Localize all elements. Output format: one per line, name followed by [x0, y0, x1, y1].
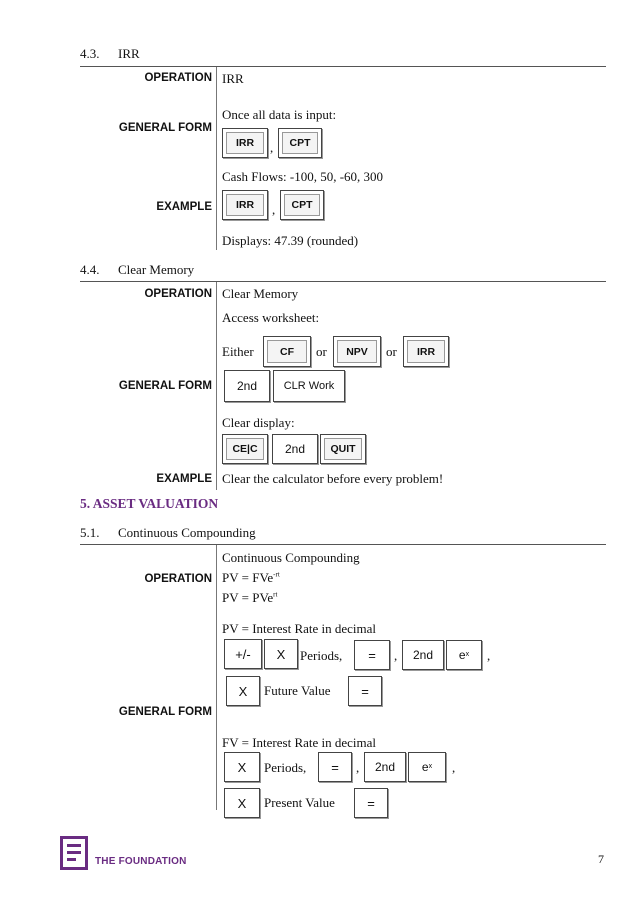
clear-example-text: Clear the calculator before every problem!: [222, 471, 444, 486]
equals-key-button-fv[interactable]: =: [348, 676, 382, 706]
asset-periods-2: Periods,: [264, 760, 307, 775]
asset-fv-text: FV = Interest Rate in decimal: [222, 735, 377, 750]
asset-pv-text: PV = Interest Rate in decimal: [222, 621, 377, 636]
asset-future-value: Future Value: [264, 683, 331, 698]
foundation-logo-icon: [60, 836, 88, 870]
asset-op-line3-exp: rt: [273, 590, 278, 599]
irr-example-irr-label: IRR: [226, 194, 264, 216]
clear-heading: Clear Memory: [118, 262, 195, 277]
asset-present-value: Present Value: [264, 795, 335, 810]
clear-top-rule: [80, 281, 606, 282]
irr-example-irr-key[interactable]: [222, 190, 268, 220]
clear-example-label: EXAMPLE: [156, 473, 212, 485]
clear-irr-key-button[interactable]: [403, 336, 449, 367]
ex-key-base: e: [458, 648, 466, 662]
clear-irr-key-label: IRR: [407, 340, 445, 363]
multiply-key-button-fv[interactable]: X: [226, 676, 260, 706]
irr-heading-number: 4.3.: [80, 46, 100, 61]
asset-op-line1: Continuous Compounding: [222, 550, 360, 565]
clear-access-text: Access worksheet:: [222, 310, 320, 325]
cf-key-button[interactable]: [263, 336, 311, 367]
quit-key-button[interactable]: [320, 434, 366, 464]
irr-comma: ,: [270, 140, 274, 155]
ex-key-button-2[interactable]: e x: [408, 752, 446, 782]
asset-top-rule: [80, 544, 606, 545]
asset-sub-number: 5.1.: [80, 525, 100, 540]
irr-general-text: Once all data is input:: [222, 107, 337, 122]
ex-key-2-base: e: [421, 760, 429, 774]
foundation-logo-text: THE FOUNDATION: [95, 856, 187, 867]
page-number: 7: [598, 852, 604, 866]
asset-periods-1: Periods,: [300, 648, 343, 663]
clear-either: Either: [222, 344, 254, 359]
multiply-key-button-2[interactable]: X: [224, 752, 260, 782]
clear-operation-value: Clear Memory: [222, 286, 299, 301]
asset-comma-4: ,: [452, 760, 456, 775]
quit-key-label: QUIT: [324, 438, 362, 460]
clear-or-2: or: [386, 344, 397, 359]
cec-key-button[interactable]: [222, 434, 268, 464]
asset-op-line3: [222, 590, 277, 606]
asset-operation-label: OPERATION: [144, 573, 212, 585]
irr-heading: IRR: [118, 46, 140, 61]
asset-comma-2: ,: [487, 648, 491, 663]
clear-heading-number: 4.4.: [80, 262, 100, 277]
irr-display-text: Displays: 47.39 (rounded): [222, 233, 359, 248]
multiply-key-button[interactable]: X: [264, 639, 298, 669]
asset-op-line2-exp: -rt: [273, 570, 280, 579]
clear-2nd-key-button[interactable]: 2nd: [224, 370, 270, 402]
clear-column-divider: [216, 282, 217, 490]
irr-example-text: Cash Flows: -100, 50, -60, 300: [222, 169, 384, 184]
asset-op-line2: [222, 570, 280, 586]
irr-example-cpt-key[interactable]: [280, 190, 324, 220]
npv-key-button[interactable]: [333, 336, 381, 367]
asset-2nd-key-button-2[interactable]: 2nd: [364, 752, 406, 782]
equals-key-button-pv[interactable]: =: [354, 788, 388, 818]
clr-work-key-button[interactable]: CLR Work: [273, 370, 345, 402]
irr-example-cpt-label: CPT: [284, 194, 320, 216]
asset-2nd-key-button[interactable]: 2nd: [402, 640, 444, 670]
irr-general-label: GENERAL FORM: [118, 122, 212, 134]
irr-example-comma: ,: [272, 202, 276, 217]
cec-key-label: CE|C: [226, 438, 264, 460]
cpt-key-button[interactable]: [278, 128, 322, 158]
plus-minus-key-button[interactable]: +/-: [224, 639, 262, 669]
ex-key-button[interactable]: e x: [446, 640, 482, 670]
cf-key-label: CF: [267, 340, 307, 363]
asset-comma-3: ,: [356, 760, 360, 775]
multiply-key-button-pv[interactable]: X: [224, 788, 260, 818]
clear-display-text: Clear display:: [222, 415, 295, 430]
asset-general-label: GENERAL FORM: [118, 706, 212, 718]
clear-general-label: GENERAL FORM: [118, 380, 212, 392]
irr-key-button[interactable]: [222, 128, 268, 158]
irr-key-label: IRR: [226, 132, 264, 154]
asset-op-line2-base: PV = FVe: [222, 570, 274, 585]
irr-operation-label: OPERATION: [144, 72, 212, 84]
irr-top-rule: [80, 66, 606, 67]
irr-operation-value: IRR: [222, 71, 244, 86]
asset-section-title: 5. ASSET VALUATION: [80, 496, 219, 511]
asset-sub-heading: Continuous Compounding: [118, 525, 256, 540]
clear-operation-label: OPERATION: [144, 288, 212, 300]
asset-column-divider: [216, 545, 217, 810]
irr-example-label: EXAMPLE: [156, 201, 212, 213]
asset-comma-1: ,: [394, 648, 398, 663]
cpt-key-label: CPT: [282, 132, 318, 154]
equals-key-button[interactable]: =: [354, 640, 390, 670]
asset-op-line3-base: PV = PVe: [222, 590, 274, 605]
npv-key-label: NPV: [337, 340, 377, 363]
clear-or-1: or: [316, 344, 327, 359]
equals-key-button-2[interactable]: =: [318, 752, 352, 782]
clear-2nd-key-button-b[interactable]: 2nd: [272, 434, 318, 464]
irr-column-divider: [216, 67, 217, 250]
